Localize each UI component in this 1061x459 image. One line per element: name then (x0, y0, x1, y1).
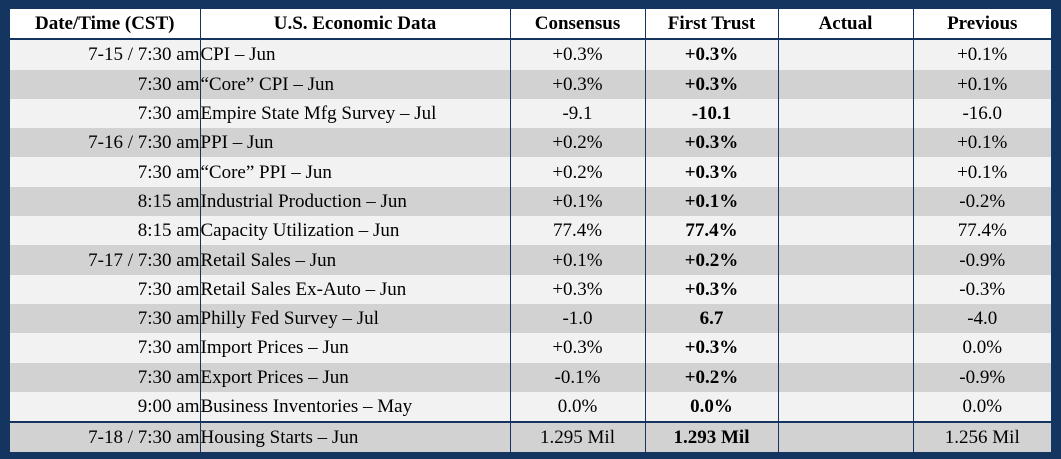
cell-first-trust: +0.3% (645, 128, 778, 157)
cell-consensus: +0.3% (510, 39, 645, 69)
cell-first-trust: +0.2% (645, 245, 778, 274)
cell-first-trust: +0.3% (645, 39, 778, 69)
cell-previous: 0.0% (913, 392, 1051, 422)
cell-datetime: 7:30 am (10, 70, 200, 99)
table-row (10, 187, 1051, 216)
cell-actual (778, 216, 913, 245)
cell-data: Business Inventories – May (200, 392, 510, 422)
cell-consensus: -0.1% (510, 363, 645, 392)
cell-datetime: 7:30 am (10, 275, 200, 304)
cell-previous: +0.1% (913, 128, 1051, 157)
cell-data: Import Prices – Jun (200, 333, 510, 362)
cell-previous: 77.4% (913, 216, 1051, 245)
cell-first-trust: 77.4% (645, 216, 778, 245)
column-header-consensus: Consensus (510, 9, 645, 39)
cell-datetime: 7-15 / 7:30 am (10, 39, 200, 69)
column-header-actual: Actual (778, 9, 913, 39)
cell-datetime: 7:30 am (10, 99, 200, 128)
cell-datetime: 7-16 / 7:30 am (10, 128, 200, 157)
cell-previous: -0.2% (913, 187, 1051, 216)
cell-datetime: 7:30 am (10, 363, 200, 392)
cell-consensus: +0.2% (510, 157, 645, 186)
table-row (10, 216, 1051, 245)
cell-actual (778, 333, 913, 362)
cell-actual (778, 363, 913, 392)
cell-first-trust: -10.1 (645, 99, 778, 128)
cell-actual (778, 70, 913, 99)
cell-previous: -16.0 (913, 99, 1051, 128)
table-row (10, 363, 1051, 392)
cell-datetime: 8:15 am (10, 187, 200, 216)
cell-actual (778, 128, 913, 157)
cell-first-trust: 0.0% (645, 392, 778, 422)
cell-data: Empire State Mfg Survey – Jul (200, 99, 510, 128)
cell-actual (778, 422, 913, 452)
cell-previous: -4.0 (913, 304, 1051, 333)
cell-first-trust: +0.3% (645, 275, 778, 304)
cell-first-trust: +0.1% (645, 187, 778, 216)
cell-consensus: +0.3% (510, 70, 645, 99)
cell-consensus: -9.1 (510, 99, 645, 128)
cell-first-trust: 1.293 Mil (645, 422, 778, 452)
cell-data: “Core” PPI – Jun (200, 157, 510, 186)
cell-data: Capacity Utilization – Jun (200, 216, 510, 245)
table-row (10, 245, 1051, 274)
cell-previous: 1.256 Mil (913, 422, 1051, 452)
column-header-datetime: Date/Time (CST) (10, 9, 200, 39)
cell-consensus: -1.0 (510, 304, 645, 333)
cell-actual (778, 392, 913, 422)
cell-data: Export Prices – Jun (200, 363, 510, 392)
table-body (10, 39, 1051, 452)
cell-data: “Core” CPI – Jun (200, 70, 510, 99)
cell-consensus: 0.0% (510, 392, 645, 422)
table-row (10, 70, 1051, 99)
table-row (10, 157, 1051, 186)
table-row (10, 39, 1051, 69)
cell-datetime: 7:30 am (10, 304, 200, 333)
column-header-data: U.S. Economic Data (200, 9, 510, 39)
table-row (10, 333, 1051, 362)
cell-consensus: 1.295 Mil (510, 422, 645, 452)
header-row (10, 9, 1051, 39)
cell-consensus: 77.4% (510, 216, 645, 245)
cell-first-trust: +0.3% (645, 70, 778, 99)
cell-datetime: 7:30 am (10, 333, 200, 362)
cell-previous: +0.1% (913, 157, 1051, 186)
cell-datetime: 7-18 / 7:30 am (10, 422, 200, 452)
cell-actual (778, 275, 913, 304)
cell-actual (778, 157, 913, 186)
cell-data: Philly Fed Survey – Jul (200, 304, 510, 333)
column-header-first-trust: First Trust (645, 9, 778, 39)
table-row (10, 275, 1051, 304)
cell-consensus: +0.1% (510, 187, 645, 216)
cell-first-trust: +0.2% (645, 363, 778, 392)
economic-data-table (10, 9, 1051, 452)
cell-previous: -0.3% (913, 275, 1051, 304)
cell-data: PPI – Jun (200, 128, 510, 157)
column-header-previous: Previous (913, 9, 1051, 39)
table-row (10, 304, 1051, 333)
table-row (10, 99, 1051, 128)
cell-consensus: +0.3% (510, 275, 645, 304)
cell-data: Industrial Production – Jun (200, 187, 510, 216)
cell-actual (778, 304, 913, 333)
cell-actual (778, 245, 913, 274)
cell-actual (778, 39, 913, 69)
cell-data: Housing Starts – Jun (200, 422, 510, 452)
cell-datetime: 7-17 / 7:30 am (10, 245, 200, 274)
cell-data: CPI – Jun (200, 39, 510, 69)
cell-previous: -0.9% (913, 363, 1051, 392)
cell-datetime: 9:00 am (10, 392, 200, 422)
table-row (10, 392, 1051, 422)
cell-consensus: +0.3% (510, 333, 645, 362)
cell-datetime: 7:30 am (10, 157, 200, 186)
cell-consensus: +0.2% (510, 128, 645, 157)
cell-first-trust: +0.3% (645, 157, 778, 186)
cell-data: Retail Sales – Jun (200, 245, 510, 274)
table-header (10, 9, 1051, 39)
cell-consensus: +0.1% (510, 245, 645, 274)
cell-data: Retail Sales Ex-Auto – Jun (200, 275, 510, 304)
table-row (10, 128, 1051, 157)
cell-previous: +0.1% (913, 70, 1051, 99)
cell-first-trust: +0.3% (645, 333, 778, 362)
cell-first-trust: 6.7 (645, 304, 778, 333)
cell-previous: 0.0% (913, 333, 1051, 362)
cell-previous: +0.1% (913, 39, 1051, 69)
cell-actual (778, 99, 913, 128)
cell-previous: -0.9% (913, 245, 1051, 274)
cell-datetime: 8:15 am (10, 216, 200, 245)
table-row (10, 422, 1051, 452)
cell-actual (778, 187, 913, 216)
